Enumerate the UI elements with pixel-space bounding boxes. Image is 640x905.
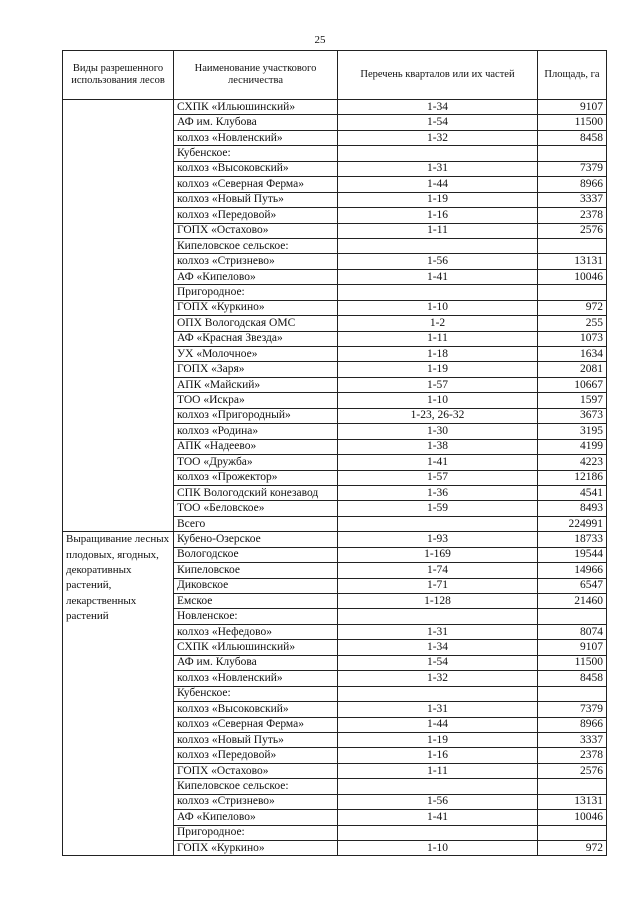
quarters-cell: 1-93 [338, 532, 538, 547]
quarters-cell: 1-10 [338, 300, 538, 315]
quarters-cell: 1-10 [338, 841, 538, 856]
forestry-name-cell: колхоз «Прожектор» [174, 470, 338, 485]
quarters-cell: 1-56 [338, 794, 538, 809]
quarters-cell [338, 285, 538, 300]
table-row [63, 532, 607, 547]
forestry-name-cell: АФ «Кипелово» [174, 810, 338, 825]
forestry-name-cell: АПК «Майский» [174, 377, 338, 392]
quarters-cell: 1-11 [338, 223, 538, 238]
quarters-cell: 1-74 [338, 563, 538, 578]
forestry-name-cell: СПК Вологодский конезавод [174, 485, 338, 500]
area-cell: 10046 [538, 269, 607, 284]
header-name: Наименование участкового лесничества [174, 51, 338, 100]
forestry-name-cell: колхоз «Передовой» [174, 748, 338, 763]
forestry-name-cell: колхоз «Родина» [174, 424, 338, 439]
forestry-name-cell: колхоз «Высоковский» [174, 161, 338, 176]
quarters-cell [338, 238, 538, 253]
quarters-cell: 1-16 [338, 748, 538, 763]
area-cell: 9107 [538, 100, 607, 115]
header-use: Виды разрешенного использования лесов [63, 51, 174, 100]
forestry-name-cell: СХПК «Ильюшинский» [174, 640, 338, 655]
quarters-cell [338, 825, 538, 840]
table-row [63, 100, 607, 115]
forestry-name-cell: ТОО «Дружба» [174, 455, 338, 470]
forestry-name-cell: Кубено-Озерское [174, 532, 338, 547]
forestry-name-cell: Всего [174, 516, 338, 531]
quarters-cell: 1-19 [338, 192, 538, 207]
forestry-name-cell: ГОПХ «Остахово» [174, 763, 338, 778]
forestry-name-cell: СХПК «Ильюшинский» [174, 100, 338, 115]
area-cell [538, 686, 607, 701]
quarters-cell: 1-169 [338, 547, 538, 562]
quarters-cell: 1-23, 26-32 [338, 408, 538, 423]
area-cell: 3337 [538, 192, 607, 207]
table-header-row [63, 51, 607, 100]
area-cell [538, 609, 607, 624]
quarters-cell [338, 779, 538, 794]
area-cell: 8966 [538, 717, 607, 732]
area-cell: 8074 [538, 624, 607, 639]
forestry-name-cell: АФ «Красная Звезда» [174, 331, 338, 346]
forestry-name-cell: Кипеловское сельское: [174, 238, 338, 253]
forestry-name-cell: УХ «Молочное» [174, 347, 338, 362]
area-cell [538, 238, 607, 253]
page-number: 25 [314, 34, 326, 46]
forestry-name-cell: колхоз «Северная Ферма» [174, 717, 338, 732]
forestry-name-cell: АФ им. Клубова [174, 115, 338, 130]
quarters-cell: 1-41 [338, 455, 538, 470]
quarters-cell: 1-31 [338, 702, 538, 717]
quarters-cell: 1-32 [338, 130, 538, 145]
quarters-cell: 1-71 [338, 578, 538, 593]
forestry-name-cell: ТОО «Искра» [174, 393, 338, 408]
forestry-name-cell: колхоз «Передовой» [174, 208, 338, 223]
area-cell: 1634 [538, 347, 607, 362]
quarters-cell: 1-41 [338, 810, 538, 825]
quarters-cell [338, 146, 538, 161]
quarters-cell: 1-30 [338, 424, 538, 439]
forestry-name-cell: колхоз «Новый Путь» [174, 732, 338, 747]
quarters-cell: 1-31 [338, 624, 538, 639]
forestry-name-cell: Пригородное: [174, 825, 338, 840]
forestry-name-cell: колхоз «Новленский» [174, 671, 338, 686]
forestry-name-cell: колхоз «Высоковский» [174, 702, 338, 717]
area-cell: 10667 [538, 377, 607, 392]
forestry-name-cell: колхоз «Северная Ферма» [174, 177, 338, 192]
quarters-cell: 1-38 [338, 439, 538, 454]
area-cell [538, 825, 607, 840]
area-cell: 255 [538, 316, 607, 331]
forestry-name-cell: колхоз «Стризнево» [174, 254, 338, 269]
area-cell: 11500 [538, 655, 607, 670]
forestry-name-cell: ГОПХ «Куркино» [174, 841, 338, 856]
forestry-name-cell: АФ «Кипелово» [174, 269, 338, 284]
area-cell: 4223 [538, 455, 607, 470]
quarters-cell: 1-31 [338, 161, 538, 176]
forestry-name-cell: ГОПХ «Куркино» [174, 300, 338, 315]
quarters-cell: 1-44 [338, 717, 538, 732]
quarters-cell: 1-59 [338, 501, 538, 516]
quarters-cell: 1-41 [338, 269, 538, 284]
area-cell: 13131 [538, 794, 607, 809]
area-cell: 14966 [538, 563, 607, 578]
quarters-cell: 1-54 [338, 655, 538, 670]
area-cell: 972 [538, 841, 607, 856]
area-cell: 972 [538, 300, 607, 315]
quarters-cell: 1-2 [338, 316, 538, 331]
quarters-cell: 1-11 [338, 763, 538, 778]
forestry-name-cell: Кубенское: [174, 146, 338, 161]
area-cell: 2081 [538, 362, 607, 377]
quarters-cell: 1-11 [338, 331, 538, 346]
area-cell: 18733 [538, 532, 607, 547]
quarters-cell: 1-32 [338, 671, 538, 686]
area-cell: 2378 [538, 748, 607, 763]
area-cell: 224991 [538, 516, 607, 531]
area-cell: 8458 [538, 671, 607, 686]
area-cell: 10046 [538, 810, 607, 825]
forestry-name-cell: колхоз «Стризнево» [174, 794, 338, 809]
area-cell [538, 146, 607, 161]
quarters-cell [338, 609, 538, 624]
quarters-cell: 1-57 [338, 470, 538, 485]
area-cell: 3337 [538, 732, 607, 747]
use-type-cell: Выращивание лесных плодовых, ягодных, декоративных растений, лекарственных растений [63, 532, 174, 856]
area-cell: 7379 [538, 702, 607, 717]
area-cell: 12186 [538, 470, 607, 485]
forestry-name-cell: колхоз «Новленский» [174, 130, 338, 145]
land-use-table [62, 50, 607, 856]
quarters-cell: 1-18 [338, 347, 538, 362]
quarters-cell: 1-56 [338, 254, 538, 269]
area-cell: 8966 [538, 177, 607, 192]
forestry-name-cell: Емское [174, 594, 338, 609]
quarters-cell: 1-44 [338, 177, 538, 192]
forestry-name-cell: колхоз «Нефедово» [174, 624, 338, 639]
quarters-cell [338, 686, 538, 701]
table-body [63, 100, 607, 856]
area-cell: 7379 [538, 161, 607, 176]
area-cell: 11500 [538, 115, 607, 130]
forestry-name-cell: АПК «Надеево» [174, 439, 338, 454]
area-cell: 4541 [538, 485, 607, 500]
forestry-name-cell: колхоз «Пригородный» [174, 408, 338, 423]
area-cell: 8458 [538, 130, 607, 145]
quarters-cell: 1-57 [338, 377, 538, 392]
forestry-name-cell: ТОО «Беловское» [174, 501, 338, 516]
forestry-name-cell: ОПХ Вологодская ОМС [174, 316, 338, 331]
forestry-name-cell: ГОПХ «Остахово» [174, 223, 338, 238]
quarters-cell: 1-34 [338, 640, 538, 655]
header-quarters: Перечень кварталов или их частей [338, 51, 538, 100]
quarters-cell: 1-36 [338, 485, 538, 500]
area-cell: 6547 [538, 578, 607, 593]
area-cell: 9107 [538, 640, 607, 655]
quarters-cell: 1-10 [338, 393, 538, 408]
forestry-name-cell: Кипеловское [174, 563, 338, 578]
quarters-cell: 1-19 [338, 732, 538, 747]
header-area: Площадь, га [538, 51, 607, 100]
forestry-name-cell: Новленское: [174, 609, 338, 624]
forestry-name-cell: Пригородное: [174, 285, 338, 300]
area-cell: 21460 [538, 594, 607, 609]
quarters-cell: 1-16 [338, 208, 538, 223]
area-cell: 3195 [538, 424, 607, 439]
area-cell: 1597 [538, 393, 607, 408]
area-cell: 19544 [538, 547, 607, 562]
forestry-name-cell: Кубенское: [174, 686, 338, 701]
quarters-cell: 1-54 [338, 115, 538, 130]
forestry-name-cell: Вологодское [174, 547, 338, 562]
area-cell: 13131 [538, 254, 607, 269]
quarters-cell: 1-34 [338, 100, 538, 115]
area-cell: 4199 [538, 439, 607, 454]
area-cell: 3673 [538, 408, 607, 423]
area-cell: 8493 [538, 501, 607, 516]
quarters-cell: 1-19 [338, 362, 538, 377]
forestry-name-cell: колхоз «Новый Путь» [174, 192, 338, 207]
area-cell: 2378 [538, 208, 607, 223]
use-type-cell [63, 100, 174, 532]
forestry-name-cell: Кипеловское сельское: [174, 779, 338, 794]
forestry-name-cell: Диковское [174, 578, 338, 593]
forestry-name-cell: АФ им. Клубова [174, 655, 338, 670]
quarters-cell [338, 516, 538, 531]
forestry-name-cell: ГОПХ «Заря» [174, 362, 338, 377]
area-cell: 2576 [538, 763, 607, 778]
area-cell: 1073 [538, 331, 607, 346]
quarters-cell: 1-128 [338, 594, 538, 609]
area-cell: 2576 [538, 223, 607, 238]
area-cell [538, 779, 607, 794]
area-cell [538, 285, 607, 300]
